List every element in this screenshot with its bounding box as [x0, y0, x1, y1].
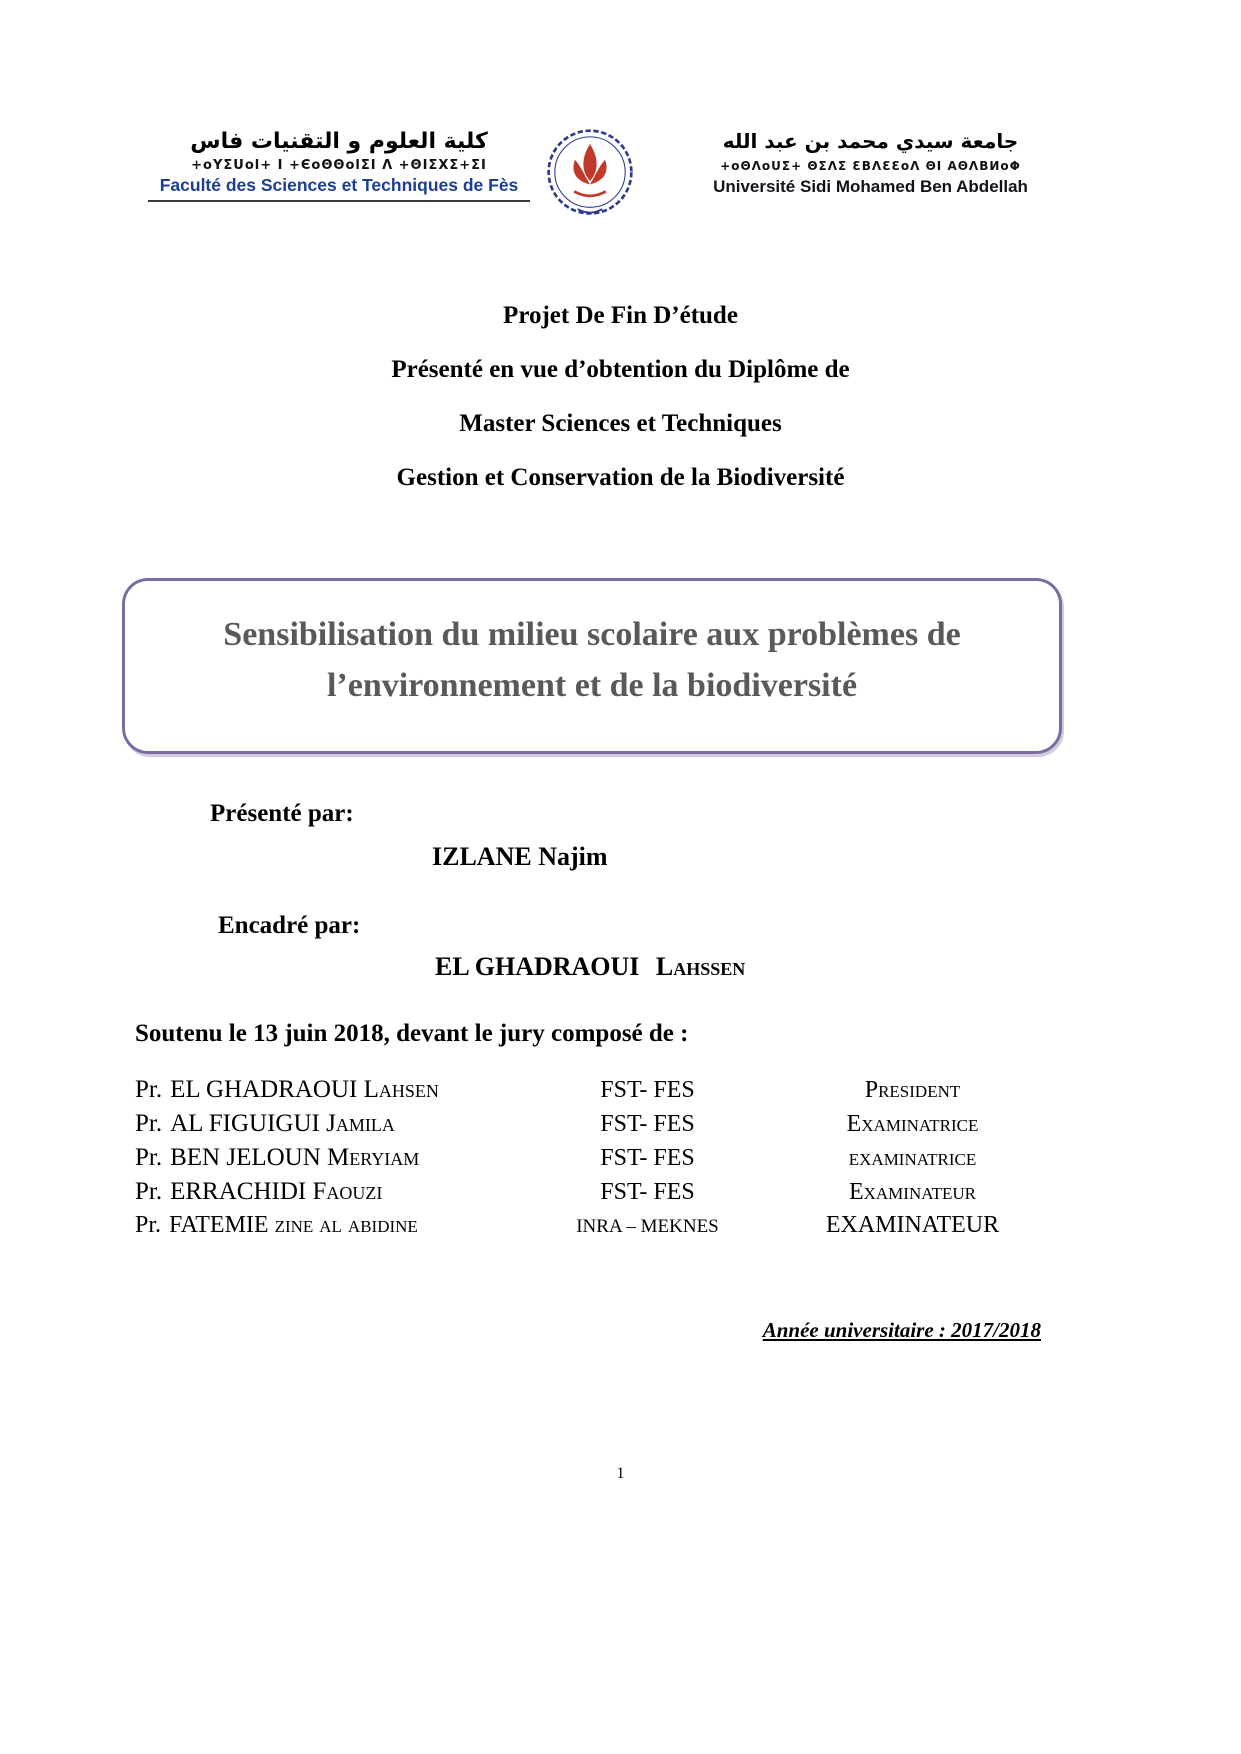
jury-member	[135, 1178, 530, 1206]
jury-role: examinatrice	[848, 1145, 977, 1171]
jury-affiliation: INRA – MEKNES	[576, 1216, 719, 1237]
jury-member-name: EL GHADRAOUI Lahsen	[170, 1076, 439, 1103]
jury-title: Pr.	[135, 1144, 163, 1171]
thesis-title-line-2: l’environnement et de la biodiversité	[326, 667, 858, 704]
jury-row	[135, 1212, 1060, 1246]
jury-role: Examinateur	[848, 1179, 977, 1205]
jury-member	[135, 1110, 530, 1138]
jury-role: EXAMINATEUR	[825, 1212, 1000, 1238]
university-name-french: Université Sidi Mohamed Ben Abdellah	[713, 177, 1028, 196]
header	[0, 0, 1241, 230]
faculty-name-arabic: كلية العلوم و التقنيات فاس	[190, 129, 488, 154]
jury-member	[135, 1144, 530, 1172]
intro-line-speciality: Gestion et Conservation de la Biodiversité	[396, 464, 845, 491]
jury-member-name: AL FIGUIGUI Jamila	[170, 1110, 395, 1137]
faculty-name-tifinagh: +oYΣUol+ I +ЄoΘΘolΣI Λ +ΘIΣΧΣ+ΣI	[191, 157, 487, 173]
candidate-name: IZLANE Najim	[432, 842, 608, 871]
jury-role: Examinatrice	[846, 1111, 979, 1137]
jury-title: Pr.	[135, 1076, 163, 1103]
university-logo-block	[650, 128, 1091, 197]
jury-row	[135, 1144, 1060, 1178]
jury-member	[135, 1076, 530, 1104]
jury-member-name: FATEMIE zine al abidine	[169, 1212, 418, 1238]
supervisor-name	[435, 952, 1241, 982]
defense-line: Soutenu le 13 juin 2018, devant le jury composé de :	[135, 1020, 689, 1047]
university-name-arabic: جامعة سيدي محمد بن عبد الله	[722, 129, 1019, 153]
jury-title: Pr.	[135, 1110, 163, 1137]
presented-by-label: Présenté par:	[210, 800, 354, 827]
jury-member-name: BEN JELOUN Meryiam	[170, 1144, 420, 1171]
thesis-title-box	[122, 578, 1062, 754]
intro-line-project: Projet De Fin D’étude	[503, 302, 738, 329]
jury-row	[135, 1110, 1060, 1144]
faculty-logo-block	[148, 128, 530, 202]
jury-role: President	[864, 1077, 961, 1103]
jury-affiliation: FST- FES	[600, 1077, 695, 1103]
thesis-title-line-1: Sensibilisation du milieu scolaire aux problèmes de	[223, 616, 961, 653]
jury-row	[135, 1076, 1060, 1110]
intro-line-master: Master Sciences et Techniques	[459, 410, 782, 437]
supervisor-firstname: Lahssen	[655, 952, 746, 981]
jury-title: Pr.	[135, 1212, 162, 1238]
jury-member	[135, 1212, 530, 1239]
supervised-by-label: Encadré par:	[218, 912, 361, 939]
jury-title: Pr.	[135, 1178, 163, 1205]
jury-affiliation: FST- FES	[600, 1179, 695, 1205]
intro-line-presented: Présenté en vue d’obtention du Diplôme de	[391, 356, 850, 383]
jury-table	[135, 1076, 1060, 1246]
university-name-tifinagh: +oΘΛoUΣ+ ΘΣΛΣ ƐBΛƐƐoΛ ΘΙ ΑΘΛBИoΦ	[720, 159, 1021, 173]
jury-row	[135, 1178, 1060, 1212]
intro-lines	[0, 302, 1241, 492]
supervisor-surname: EL GHADRAOUI	[435, 952, 640, 981]
university-seal-icon	[546, 128, 634, 230]
academic-year: Année universitaire : 2017/2018	[762, 1318, 1041, 1342]
jury-affiliation: FST- FES	[600, 1145, 695, 1171]
page-number: 1	[616, 1465, 625, 1482]
faculty-name-french: Faculté des Sciences et Techniques de Fès	[159, 174, 519, 195]
jury-member-name: ERRACHIDI Faouzi	[170, 1178, 383, 1205]
jury-affiliation: FST- FES	[600, 1111, 695, 1137]
